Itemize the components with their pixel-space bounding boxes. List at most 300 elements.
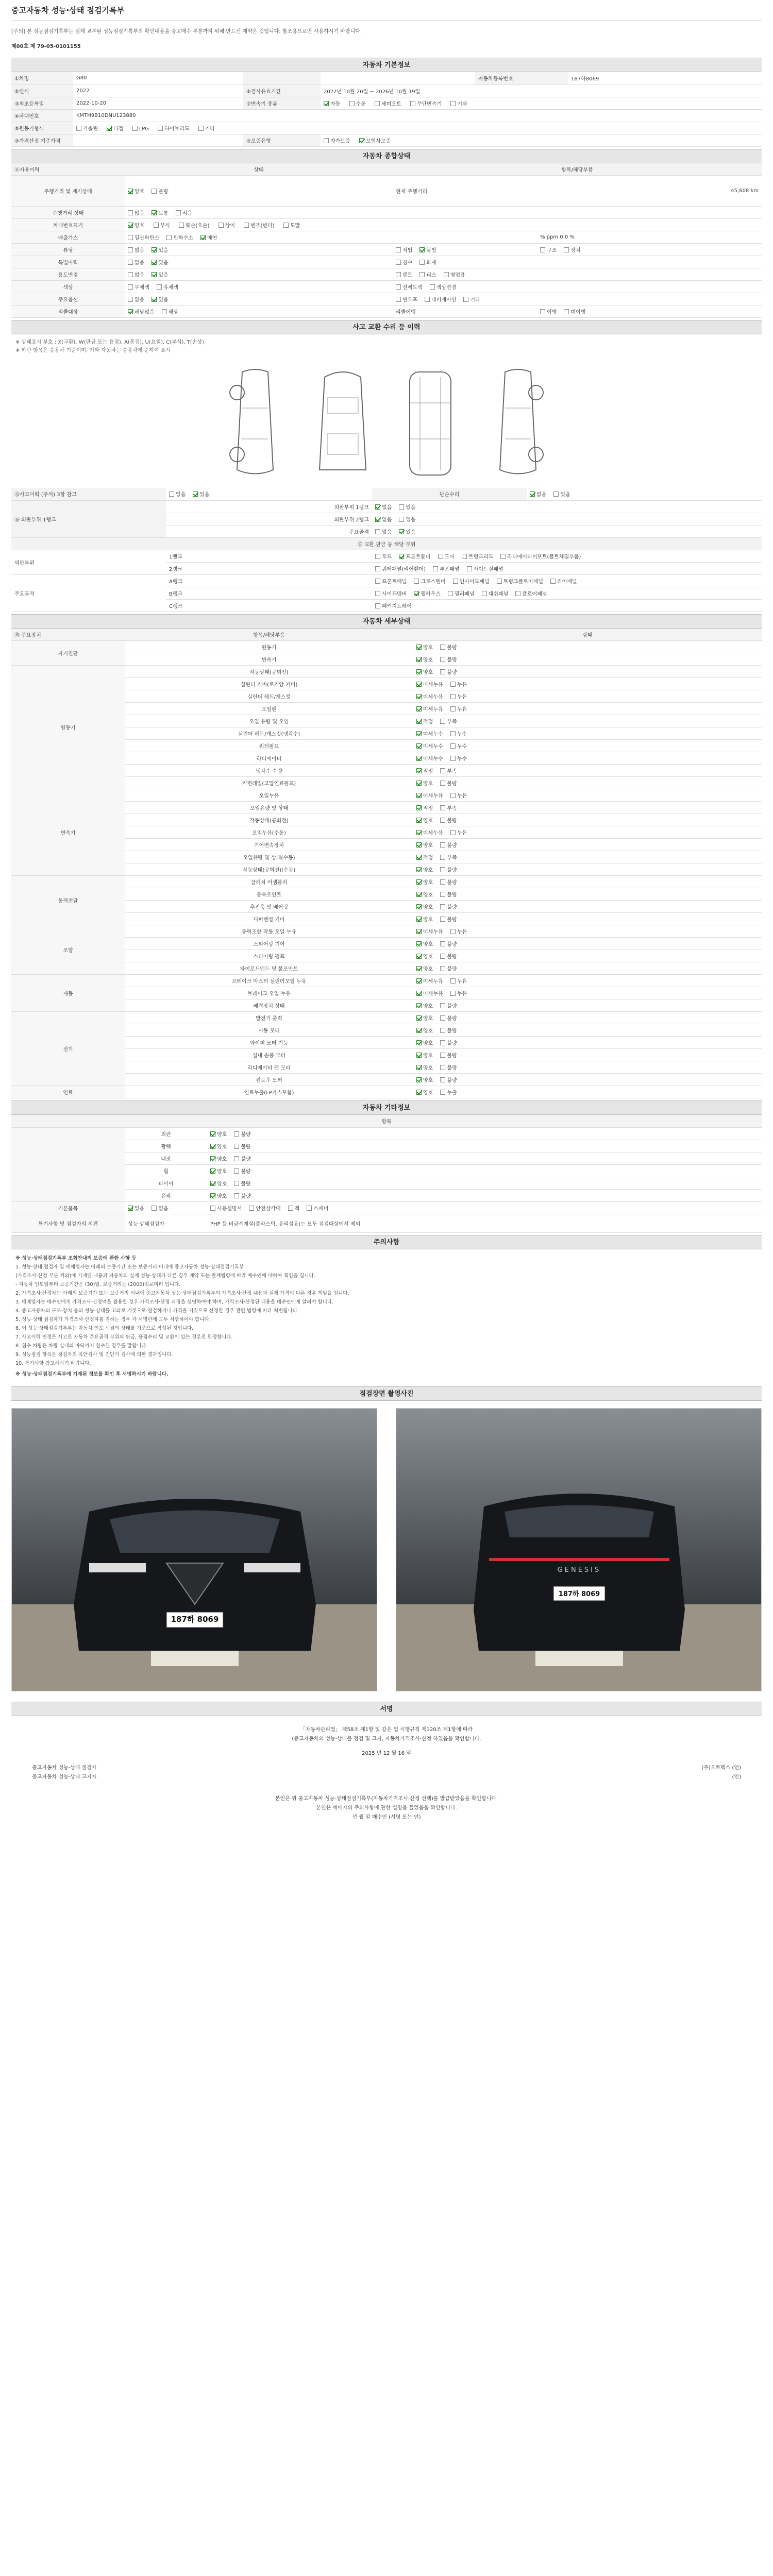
detail-checkbox[interactable] [416,1040,422,1045]
legend-line-2: ※ 하단 항목은 승용차 기준이며, 기타 자동차는 승용차에 준하여 표시 [15,348,171,353]
other-info-table: 항목 외관 양호 불량 광택 양호 불량 내장 양호 불량 휠 양호 불량 타이어 양호 불량 유리 양호 불량 [11,1115,762,1202]
checkbox-vin-damage[interactable] [179,223,184,228]
detail-checkbox[interactable] [416,1065,422,1070]
row-recall-label: 리콜대상 [11,306,125,318]
outer-label: 외판부위 [11,550,166,574]
detail-checkbox[interactable] [440,954,445,959]
checkbox-special-fire[interactable] [419,260,425,265]
checkbox-tools-spanner[interactable] [307,1206,312,1211]
detail-item-options: 미세누유 누유 [413,703,762,715]
detail-header-state: 상태 [413,629,762,641]
checkbox-color-achro[interactable] [128,284,133,290]
notice-list [11,1249,762,1384]
detail-checkbox[interactable] [416,768,422,773]
detail-group-label: 변속기 [11,789,125,876]
car-diagram [11,359,762,488]
other-checkbox[interactable] [210,1131,215,1137]
detail-item-options: 양호 불량 [413,1049,762,1061]
checkbox-part-roof[interactable] [433,566,438,571]
inspector-name: (주)오토맥스 (인) [701,1765,741,1771]
plate-front: 187하 8069 [171,1615,219,1624]
mileage-value: 45,608 km [537,176,762,207]
detail-item-options: 양호 불량 [413,888,762,901]
detail-checkbox[interactable] [416,966,422,971]
checkbox-options-none[interactable] [128,297,133,302]
checkbox-simple-none[interactable] [530,492,535,497]
detail-checkbox[interactable] [416,743,422,749]
checkbox-color-change[interactable] [430,284,435,290]
detail-state-table [11,629,762,1099]
checkbox-accident-yes[interactable] [193,492,198,497]
detail-checkbox[interactable] [416,682,422,687]
detail-checkbox[interactable] [440,892,445,897]
detail-checkbox[interactable] [450,694,456,699]
checkbox-options-sunroof[interactable] [396,297,401,302]
checkbox-tools-yes[interactable] [128,1206,133,1211]
section-sign-title: 서명 [11,1702,762,1716]
checkbox-tools-no[interactable] [152,1206,157,1211]
checkbox-recall-notdone[interactable] [564,309,569,314]
detail-item-label: 클러치 어셈블리 [125,876,413,888]
other-checkbox[interactable] [234,1131,239,1137]
checkbox-em-smoke[interactable] [200,235,206,240]
detail-group-label: 연료 [11,1086,125,1098]
detail-checkbox[interactable] [450,756,456,761]
checkbox-options-yes[interactable] [152,297,157,302]
inspector-label: 중고자동차 성능·상태 점검자 [32,1765,97,1771]
checkbox-part-dash[interactable] [482,591,487,596]
label-trans: ⑦변속기 종류 [243,97,321,109]
other-item-label: 외관 [125,1127,207,1140]
detail-item-options: 양호 누출 [413,1086,762,1098]
car-top-front-icon [309,367,376,480]
other-checkbox[interactable] [210,1193,215,1198]
label-name: ①차명 [11,72,73,84]
detail-checkbox[interactable] [440,768,445,773]
detail-checkbox[interactable] [440,1065,445,1070]
detail-checkbox[interactable] [416,879,422,885]
detail-item-options: 미세누수 누수 [413,752,762,765]
checkbox-rank2-yes[interactable] [399,517,404,522]
notice-line: 1. 성능·상태 점검자 및 매매업자는 아래의 보증기간 또는 보증거리 이내에 중고자동차 성능·상태점검기록부 [15,1264,244,1270]
detail-checkbox[interactable] [450,991,456,996]
label-state-inspector: 성능·상태점검자 [125,1214,207,1233]
row-options-label: 주요옵션 [11,293,125,306]
detail-checkbox[interactable] [450,793,456,798]
detail-item-options: 미세누유 누유 [413,925,762,938]
detail-item-label: 라디에이터 [125,752,413,765]
other-checkbox[interactable] [234,1156,239,1161]
checkbox-part-rear-panel[interactable] [550,579,556,584]
checkbox-warranty-self[interactable] [324,138,329,143]
detail-item-options: 양호 불량 [413,1074,762,1086]
recall-done-label: 리콜이행 [393,306,537,318]
detail-checkbox[interactable] [450,682,456,687]
notice-line: 3. 매매업자는 매수인에게 가격조사·산정액을 활용할 경우 가격조사·산정 과정을 설명하여야 하며, 가격조사·산정된 내용을 매수인에게 알려야 합니다. [15,1299,334,1305]
checkbox-tuning-legal[interactable] [396,247,401,252]
detail-item-options: 미세누수 누수 [413,740,762,752]
checkbox-fuel-gasoline[interactable] [76,126,81,131]
detail-checkbox[interactable] [416,830,422,835]
checkbox-part-quarter[interactable] [375,566,380,571]
detail-item-label: 변속기 [125,653,413,666]
checkbox-recall-na[interactable] [128,309,133,314]
value-period: 2022년 10월 20일 ~ 2026년 10월 19일 [321,84,762,97]
checkbox-part-fender[interactable] [399,554,404,559]
checkbox-mileage-good[interactable] [128,189,133,194]
detail-checkbox[interactable] [416,842,422,848]
header-note: 항목/해당부품 [393,163,762,176]
detail-header-unit: ⑱ 주요장치 [11,629,125,641]
detail-checkbox[interactable] [450,706,456,711]
checkbox-trans-semi[interactable] [375,101,380,106]
detail-item-options: 미세누유 누유 [413,678,762,690]
checkbox-tuning-yes[interactable] [152,247,157,252]
checkbox-recall-done[interactable] [540,309,545,314]
header-state: 상태 [125,163,393,176]
mileage-note-label: 현재 주행거리 [393,176,537,207]
checkbox-part-wheelhouse[interactable] [414,591,419,596]
trans-options: 자동 수동 세미오토 무단변속기 기타 [321,97,762,109]
detail-group-label: 원동기 [11,666,125,789]
certificate-number: 제00호 제 79-05-0101155 [11,44,81,49]
detail-item-options: 양호 불량 [413,863,762,876]
detail-item-label: 브레이크 오일 누유 [125,987,413,999]
detail-checkbox[interactable] [416,818,422,823]
other-checkbox[interactable] [210,1156,215,1161]
checkbox-tuning-device[interactable] [564,247,569,252]
detail-item-label: 작동상태(공회전) [125,666,413,678]
checkbox-part-trunk[interactable] [462,554,467,559]
pricer-label: 중고자동차 성능·상태 고지자 [32,1774,97,1780]
detail-checkbox[interactable] [440,781,445,786]
row-mileage-label: 주행거리 및 계기상태 [11,176,125,207]
checkbox-tuning-none[interactable] [128,247,133,252]
checkbox-ms-few[interactable] [176,210,181,215]
checkbox-trans-etc[interactable] [450,101,456,106]
detail-item-label: 스티어링 기어 [125,938,413,950]
checkbox-part-inside[interactable] [453,579,458,584]
detail-checkbox[interactable] [416,1090,422,1095]
checkbox-fuel-etc[interactable] [198,126,204,131]
notice-line: 6. 이 성능·상태점검기록부는 자동차 인도 시점의 상태를 기준으로 작성된 것입니다. [15,1326,194,1331]
detail-item-options: 양호 불량 [413,876,762,888]
checkbox-vin-alter[interactable] [244,223,249,228]
checkbox-em-co[interactable] [128,235,133,240]
photo-rear [396,1408,762,1691]
pricer-name: (인) [732,1774,741,1780]
checkbox-part-side-member[interactable] [375,591,380,596]
section-overall-title: 자동차 종합상태 [11,149,762,163]
value-regno: 187하8069 [568,72,762,84]
detail-item-options: 양호 불량 [413,1024,762,1037]
other-checkbox[interactable] [234,1193,239,1198]
other-header: 항목 [11,1115,762,1127]
detail-header-item: 항목/해당부품 [125,629,413,641]
detail-checkbox[interactable] [416,941,422,946]
checkbox-fuel-hybrid[interactable] [158,126,163,131]
detail-checkbox[interactable] [416,867,422,872]
checkbox-usage-lease[interactable] [419,272,425,277]
detail-checkbox[interactable] [416,904,422,909]
page-title: 중고자동차 성능·상태 점검기록부 [11,0,762,21]
checkbox-accident-none[interactable] [169,492,174,497]
detail-checkbox[interactable] [440,855,445,860]
emission-value: % ppm 0.0 % [537,231,762,244]
detail-checkbox[interactable] [416,756,422,761]
detail-checkbox[interactable] [416,805,422,810]
detail-checkbox[interactable] [440,1090,445,1095]
other-item-label: 휠 [125,1164,207,1177]
other-checkbox[interactable] [210,1144,215,1149]
detail-checkbox[interactable] [416,1015,422,1021]
parts-title: ⑰ 교환,판금 등 해당 부위 [11,537,762,550]
checkbox-part-floor[interactable] [515,591,520,596]
detail-checkbox[interactable] [416,781,422,786]
detail-item-label: 라디에이터 팬 모터 [125,1061,413,1074]
checkbox-usage-rent[interactable] [396,272,401,277]
detail-item-options: 양호 불량 [413,814,762,826]
other-extra-table: 기본품목 있음 없음 사용설명서 안전삼각대 잭 스패너 특기사항 및 점검자의 의견 성능·상태점검자 PHP 등 비금속재질(플라스틱, 유리섬유)는 모두 점검대상에서 제외 [11,1202,762,1233]
buyer-sign-line: 년 월 일 매수인 (서명 또는 인) [352,1815,421,1820]
checkbox-fuel-lpg[interactable] [132,126,138,131]
accident-legend [11,334,762,359]
notice-line: - 자동차 인도일부터 보증기간은 (30)일, 보증거리는 (2000)킬로미터 입니다. [15,1282,181,1287]
section-basic-info-title: 자동차 기본정보 [11,58,762,72]
detail-checkbox[interactable] [450,830,456,835]
sign-date: 2025 년 12 월 16 일 [362,1751,411,1756]
other-checkbox[interactable] [210,1181,215,1186]
detail-checkbox[interactable] [440,879,445,885]
checkbox-usage-yes[interactable] [152,272,157,277]
detail-checkbox[interactable] [416,978,422,984]
detail-item-label: 배력장치 상태 [125,999,413,1012]
checkbox-frame-none[interactable] [375,529,380,534]
other-item-label: 광택 [125,1140,207,1152]
detail-item-label: 실린더 헤드/개스킷 [125,690,413,703]
sign-line-1: 「자동차관리법」 제58조 제1항 및 같은 법 시행규칙 제120조 제1항에 따라 [300,1727,473,1733]
checkbox-recall-yes[interactable] [162,309,167,314]
checkbox-trans-manual[interactable] [349,101,355,106]
detail-checkbox[interactable] [450,731,456,736]
legend-line-1: ※ 상태표시 부호 : X(교환), W(판금 또는 용접), A(흠집), U(요철), C(부식), T(손상) [15,340,204,345]
detail-checkbox[interactable] [416,719,422,724]
detail-checkbox[interactable] [450,743,456,749]
checkbox-trans-auto[interactable] [324,101,329,106]
detail-checkbox[interactable] [440,645,445,650]
detail-checkbox[interactable] [416,954,422,959]
other-item-label: 타이어 [125,1177,207,1189]
detail-checkbox[interactable] [416,892,422,897]
checkbox-tuning-illegal[interactable] [419,247,425,252]
checkbox-vin-paint[interactable] [283,223,289,228]
header-item: ⑪사용이력 [11,163,125,176]
checkbox-mileage-bad[interactable] [152,189,157,194]
detail-item-options: 양호 불량 [413,839,762,851]
label-period: ⑥검사유효기간 [243,84,321,97]
detail-checkbox[interactable] [440,657,445,662]
checkbox-part-front-panel[interactable] [375,579,380,584]
checkbox-part-pillar[interactable] [448,591,453,596]
detail-item-label: 브레이크 마스터 실린더오일 누유 [125,975,413,987]
checkbox-vin-diff[interactable] [219,223,224,228]
checkbox-fuel-diesel[interactable] [107,126,112,131]
detail-checkbox[interactable] [440,1077,445,1082]
other-item-label: 유리 [125,1189,207,1201]
buyer-line-2: 본인은 매매자의 주의사항에 관한 설명을 들었음을 확인합니다. [316,1805,457,1811]
checkbox-options-etc[interactable] [463,297,468,302]
detail-checkbox[interactable] [440,1040,445,1045]
label-fuel: ⑤원동기형식 [11,122,73,134]
detail-checkbox[interactable] [416,855,422,860]
detail-item-options: 적정 부족 [413,765,762,777]
detail-checkbox[interactable] [440,867,445,872]
checkbox-tuning-struct[interactable] [540,247,545,252]
detail-checkbox[interactable] [416,706,422,711]
checkbox-rank1-yes[interactable] [399,504,404,510]
detail-checkbox[interactable] [416,929,422,934]
checkbox-special-none[interactable] [128,260,133,265]
detail-checkbox[interactable] [440,669,445,674]
detail-item-label: 연료누출(LP가스포함) [125,1086,413,1098]
detail-item-label: 오일팬 [125,703,413,715]
checkbox-tools-manual[interactable] [210,1206,215,1211]
checkbox-special-yes[interactable] [152,260,157,265]
detail-checkbox[interactable] [450,978,456,984]
checkbox-usage-none[interactable] [128,272,133,277]
car-right-side-icon [484,367,551,480]
label-accident: ⑮사고이력 (주석) 3항 참고 [11,488,166,500]
detail-checkbox[interactable] [416,1077,422,1082]
detail-checkbox[interactable] [450,929,456,934]
detail-item-options: 미세누유 누유 [413,975,762,987]
detail-checkbox[interactable] [416,991,422,996]
checkbox-part-hood[interactable] [375,554,380,559]
checkbox-tools-jack[interactable] [288,1206,293,1211]
detail-checkbox[interactable] [416,1028,422,1033]
value-firstreg: 2022-10-20 [73,97,243,109]
detail-checkbox[interactable] [440,842,445,848]
checkbox-trans-cvt[interactable] [410,101,415,106]
checkbox-vin-corrosion[interactable] [154,223,159,228]
checkbox-em-hc[interactable] [166,235,172,240]
detail-checkbox[interactable] [416,669,422,674]
section-photo-title: 점검장면 촬영사진 [11,1386,762,1401]
checkbox-color-full[interactable] [396,284,401,290]
detail-checkbox[interactable] [440,966,445,971]
checkbox-rank1-none[interactable] [375,504,380,510]
detail-item-label: 시동 모터 [125,1024,413,1037]
checkbox-color-chro[interactable] [157,284,162,290]
photo-front [11,1408,377,1691]
checkbox-frame-yes[interactable] [399,529,404,534]
other-checkbox[interactable] [234,1144,239,1149]
other-checkbox[interactable] [234,1181,239,1186]
detail-checkbox[interactable] [416,694,422,699]
section-notice-title: 주의사항 [11,1235,762,1249]
checkbox-part-trunk-floor[interactable] [497,579,502,584]
label-warranty: ⑧보증유형 [243,134,321,146]
detail-group-label: 제동 [11,975,125,1012]
value-year: 2022 [73,84,243,97]
detail-checkbox[interactable] [440,818,445,823]
row-color-label: 색상 [11,281,125,293]
other-item-label: 내장 [125,1152,207,1164]
detail-item-options: 미세누유 누유 [413,690,762,703]
detail-item-label: 오일유량 및 상태(수동) [125,851,413,863]
label-year: ②연식 [11,84,73,97]
checkbox-options-nav[interactable] [425,297,430,302]
label-simple-repair: 단순수리 [372,488,527,500]
label-firstreg: ③최초등록일 [11,97,73,109]
detail-item-label: 기어변속장치 [125,839,413,851]
detail-checkbox[interactable] [416,731,422,736]
detail-checkbox[interactable] [416,645,422,650]
notice-line: 7. 사고이력 인정은 사고로 자동차 주요골격 부위의 판금, 용접수리 및 교환이 있는 경우로 한정합니다. [15,1334,233,1340]
detail-item-options: 양호 불량 [413,950,762,962]
detail-item-label: 오일누유(수동) [125,826,413,839]
detail-checkbox[interactable] [440,1015,445,1021]
detail-item-options: 양호 불량 [413,901,762,913]
checkbox-usage-business[interactable] [444,272,449,277]
notice-line: 5. 성능·상태 점검자가 가격조사·산정자를 겸하는 경우 각 서명란에 모두 서명하여야 합니다. [15,1317,211,1323]
detail-checkbox[interactable] [440,719,445,724]
checkbox-vin-good[interactable] [128,223,133,228]
detail-checkbox[interactable] [440,1003,445,1008]
detail-checkbox[interactable] [416,1003,422,1008]
checkbox-part-sill[interactable] [467,566,472,571]
checkbox-part-cross[interactable] [414,579,419,584]
detail-item-options: 양호 불량 [413,666,762,678]
detail-checkbox[interactable] [416,793,422,798]
checkbox-part-package[interactable] [375,603,380,608]
checkbox-warranty-insurer[interactable] [359,138,364,143]
detail-item-label: 등속조인트 [125,888,413,901]
other-checkbox[interactable] [210,1168,215,1174]
car-left-side-icon [222,367,289,480]
detail-checkbox[interactable] [416,917,422,922]
checkbox-simple-yes[interactable] [553,492,559,497]
checkbox-part-radiator[interactable] [500,554,506,559]
detail-checkbox[interactable] [440,1053,445,1058]
detail-checkbox[interactable] [440,904,445,909]
detail-item-label: 원동기 [125,641,413,653]
detail-group-label: 동력전달 [11,876,125,925]
plate-rear: 187하 8069 [558,1590,600,1598]
value-name: G80 [73,72,243,84]
detail-checkbox[interactable] [440,917,445,922]
checkbox-ms-normal[interactable] [152,210,157,215]
checkbox-special-flood[interactable] [396,260,401,265]
checkbox-rank2-none[interactable] [375,517,380,522]
checkbox-ms-many[interactable] [128,210,133,215]
checkbox-tools-triangle[interactable] [249,1206,254,1211]
checkbox-part-door[interactable] [438,554,443,559]
notice-line: (가격조사·산정 부분 제외)에 기재된 내용과 자동차의 실제 성능·상태가 다른 경우 계약 또는 관계법령에 따라 매수인에 대하여 책임을 집니다. [15,1273,315,1279]
row-tuning-label: 튜닝 [11,244,125,256]
basic-info-table [11,72,762,147]
detail-checkbox[interactable] [440,941,445,946]
detail-item-label: 오일유량 및 상태 [125,802,413,814]
detail-item-label: 작동상태(공회전) [125,814,413,826]
detail-checkbox[interactable] [416,657,422,662]
detail-checkbox[interactable] [440,805,445,810]
other-checkbox[interactable] [234,1168,239,1174]
detail-checkbox[interactable] [440,1028,445,1033]
photo-area [11,1401,762,1700]
notice-heading: ※ 성능·상태점검기록부 조회안내의 보증에 관한 사항 등 [15,1256,137,1261]
detail-checkbox[interactable] [416,1053,422,1058]
